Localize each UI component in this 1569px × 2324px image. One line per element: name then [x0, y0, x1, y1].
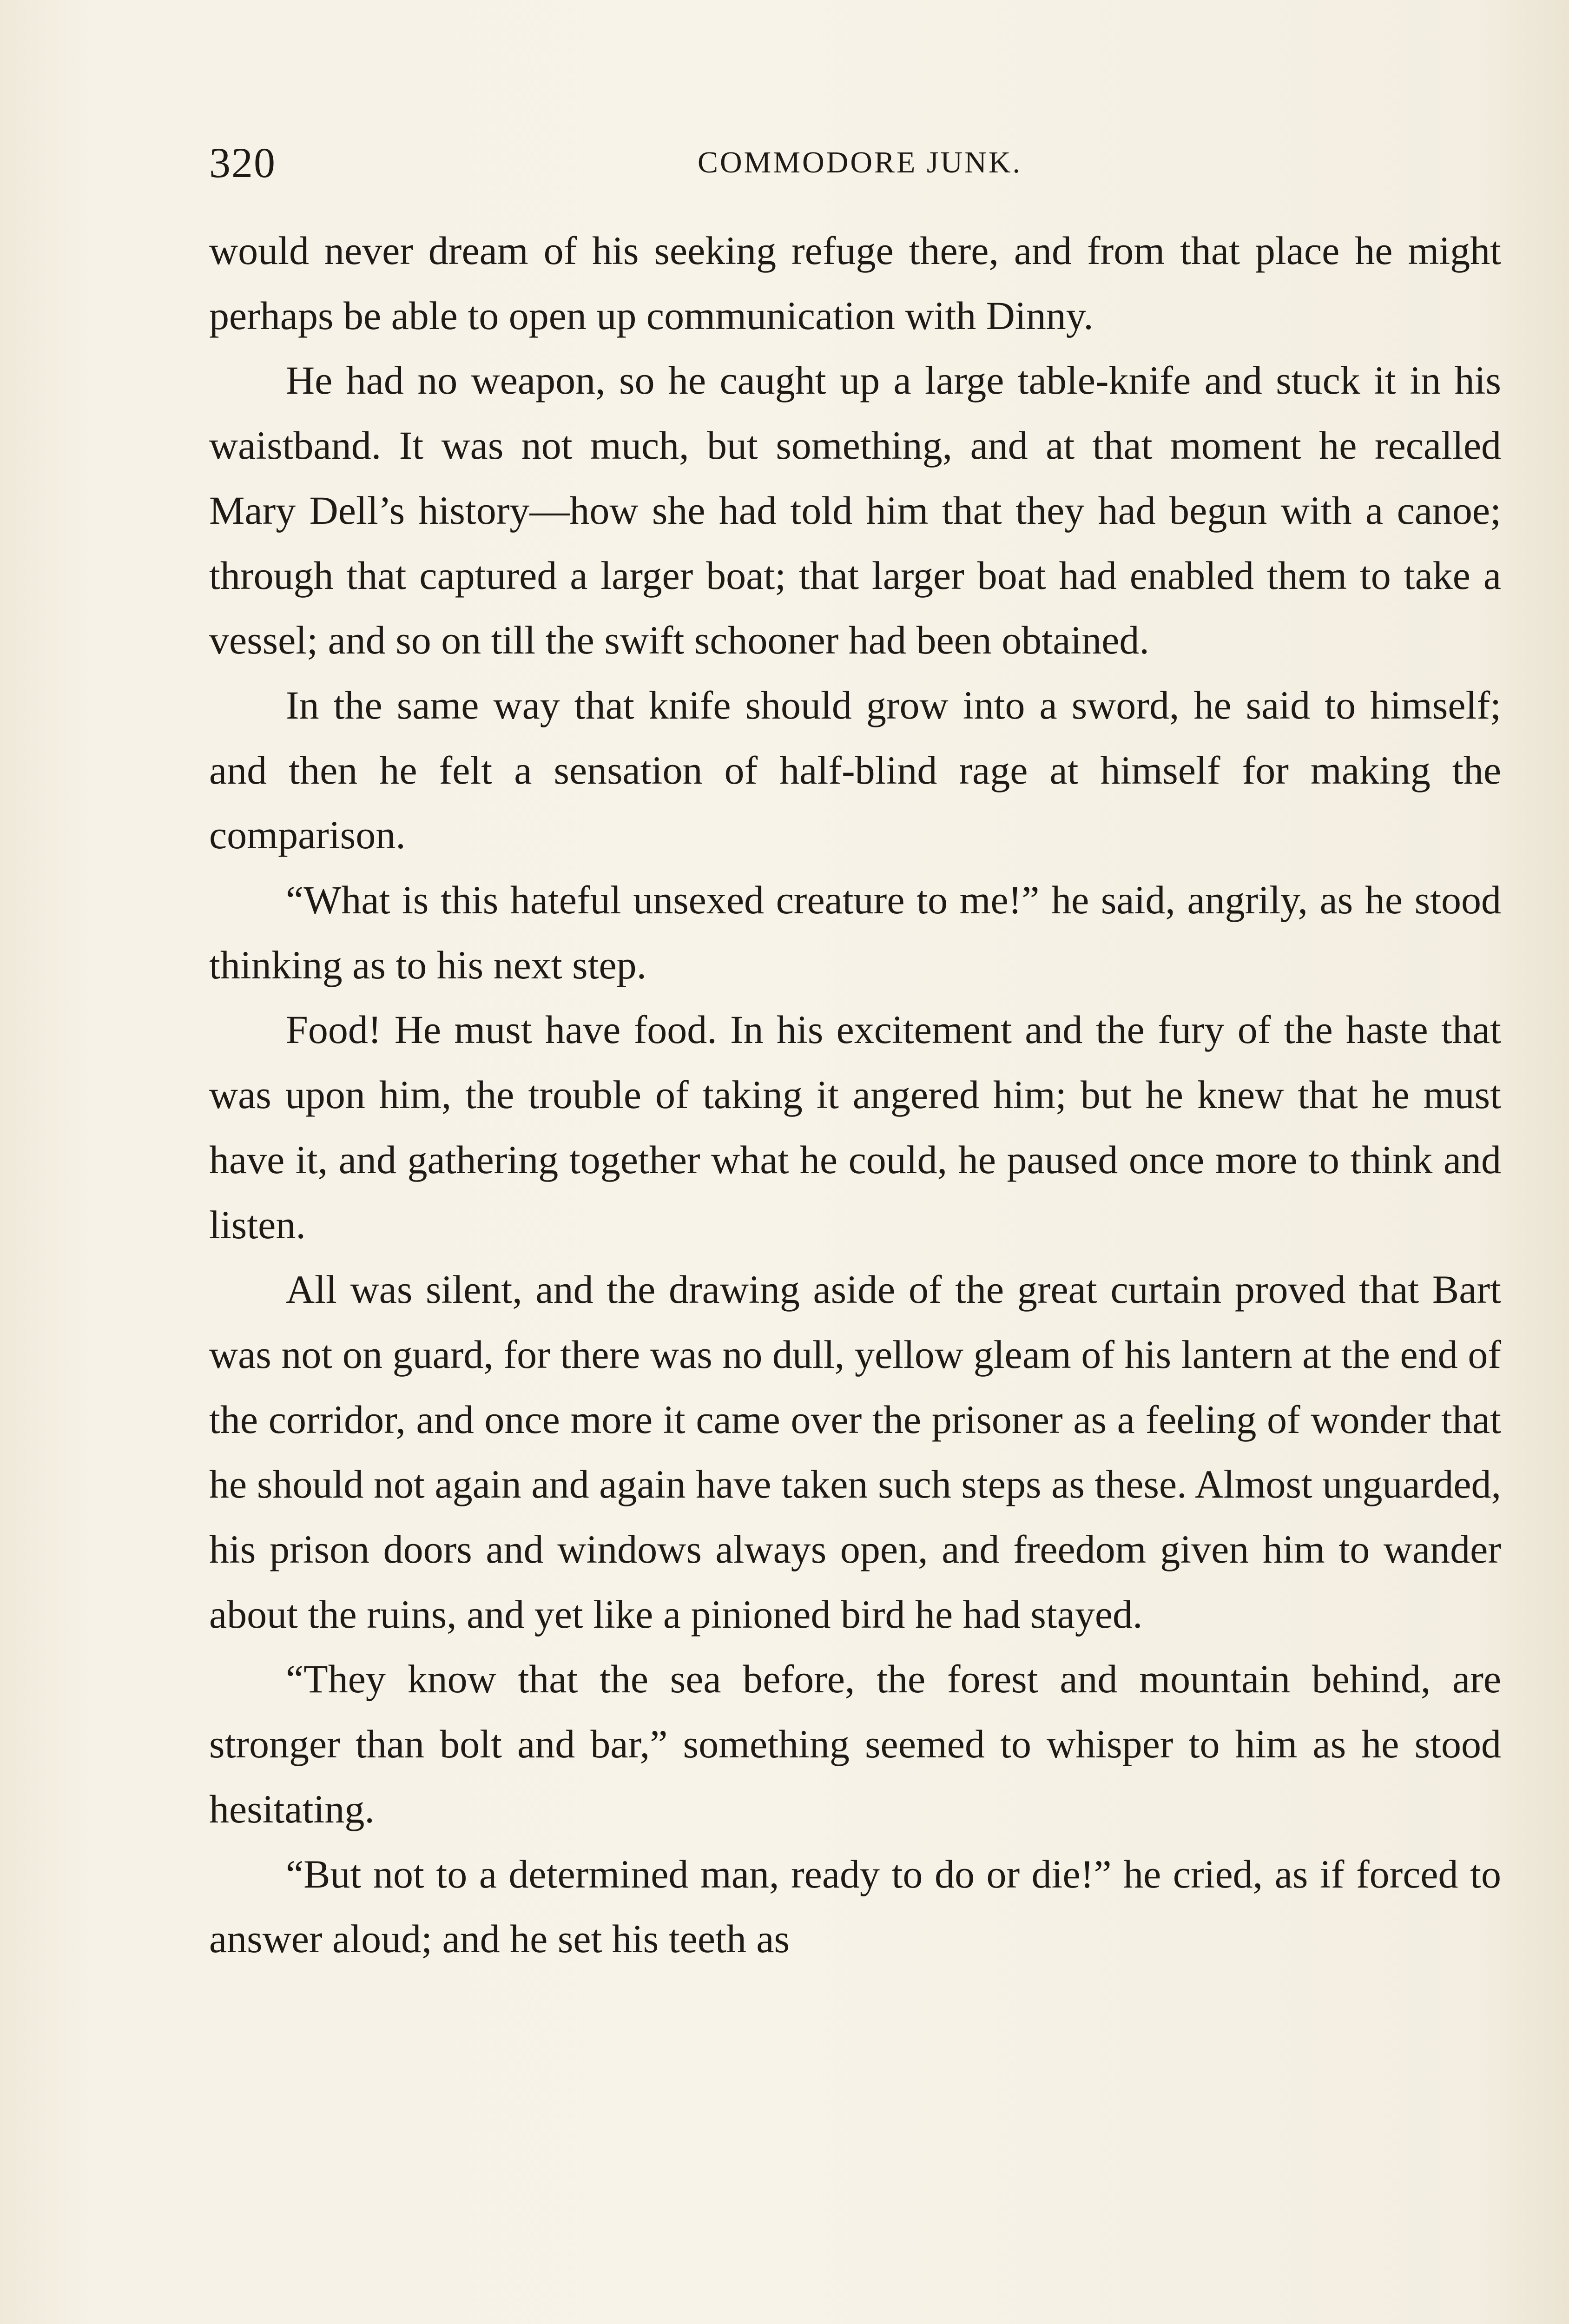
paragraph: “But not to a determined man, ready to do or die!” he cried, as if forced to answer aloud; and he set his teeth as [209, 1851, 1501, 1961]
page-number: 320 [209, 139, 276, 186]
paragraph: “They know that the sea before, the forest and mountain behind, are stronger than bolt and bar,” something seemed to whisper to him as he stood hesitating. [209, 1657, 1501, 1831]
paragraph: In the same way that knife should grow into a sword, he said to himself; and then he felt a sensation of half-blind rage at himself for making the comparison. [209, 682, 1501, 858]
paragraph: “What is this hateful unsexed creature to me!” he said, angrily, as he stood thinking as to his next step. [209, 878, 1501, 987]
page-header [209, 132, 1501, 193]
paragraph: All was silent, and the drawing aside of the great curtain proved that Bart was not on guard, for there was no dull, yellow gleam of his lantern at the end of the corridor, and once more it came over the prisoner as a feeling of wonder that he should not again and again have taken such steps as these. Almost unguarded, his prison doors and windows always open, and freedom given him to wander about the ruins, and yet like a pinioned bird he had stayed. [209, 1267, 1501, 1637]
paragraph: would never dream of his seeking refuge there, and from that place he might perhaps be able to open up communication with Dinny. [209, 228, 1501, 338]
paragraph: He had no weapon, so he caught up a large table-knife and stuck it in his waistband. It was not much, but something, and at that moment he recalled Mary Dell’s history—how she had told him that they had begun with a canoe; through that captured a larger boat; that larger boat had enabled them to take a vessel; and so on till the swift schooner had been obtained. [209, 358, 1501, 663]
running-head: COMMODORE JUNK. [697, 145, 1022, 179]
body-text [209, 218, 1501, 1972]
paragraph: Food! He must have food. In his excitement and the fury of the haste that was upon him, the trouble of taking it angered him; but he knew that he must have it, and gathering together what he could, he paused once more to think and listen. [209, 1007, 1501, 1247]
